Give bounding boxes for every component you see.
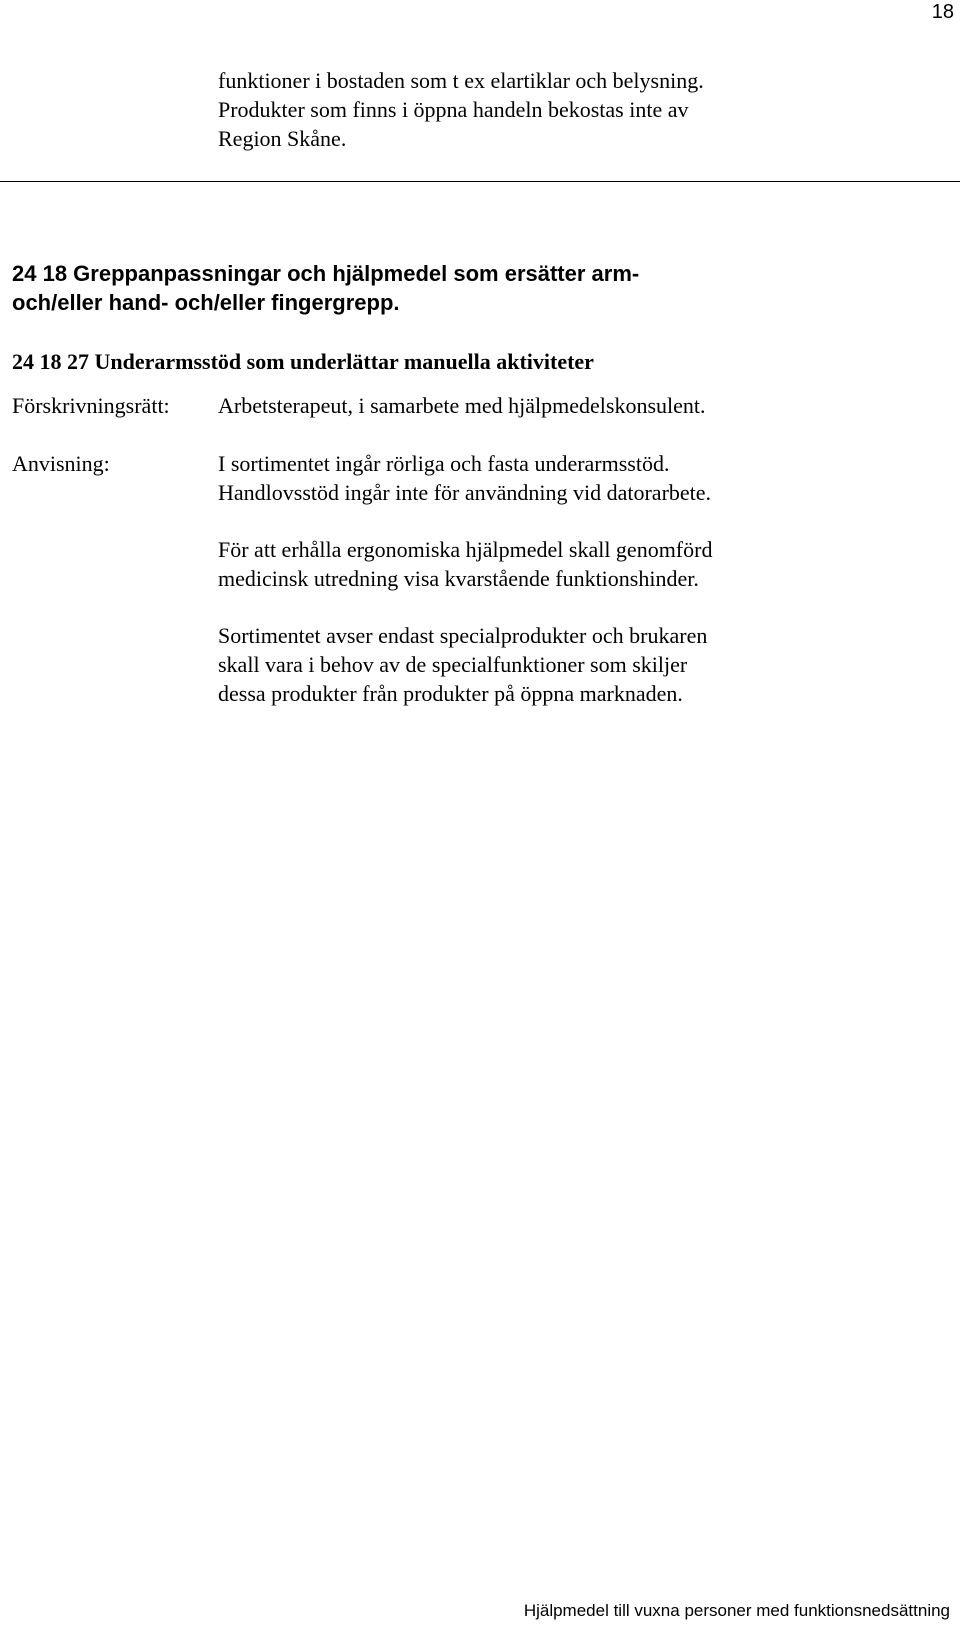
intro-line: funktioner i bostaden som t ex elartiklar och belysning. bbox=[218, 68, 704, 93]
prescription-label: Förskrivningsrätt: bbox=[12, 393, 170, 418]
section-heading-line: 24 18 Greppanpassningar och hjälpmedel som ersätter arm- bbox=[12, 261, 640, 286]
intro-line: Produkter som finns i öppna handeln bekostas inte av bbox=[218, 97, 689, 122]
prescription-value bbox=[218, 391, 938, 420]
guidance-line: dessa produkter från produkter på öppna marknaden. bbox=[218, 681, 683, 706]
guidance-line: skall vara i behov av de specialfunktioner som skiljer bbox=[218, 652, 688, 677]
page-number: 18 bbox=[931, 1, 954, 23]
page-footer: Hjälpmedel till vuxna personer med funktionsnedsättning bbox=[523, 1601, 950, 1620]
subsection-code: 24 18 27 bbox=[12, 349, 89, 374]
guidance-line: Sortimentet avser endast specialprodukter och brukaren bbox=[218, 623, 708, 648]
guidance-paragraph-3 bbox=[218, 621, 938, 708]
guidance-line: I sortimentet ingår rörliga och fasta underarmsstöd. bbox=[218, 451, 670, 476]
guidance-paragraph-1 bbox=[218, 449, 938, 507]
section-heading bbox=[12, 259, 772, 317]
prescription-value-text: Arbetsterapeut, i samarbete med hjälpmedelskonsulent. bbox=[218, 393, 706, 418]
guidance-label: Anvisning: bbox=[12, 451, 110, 476]
intro-paragraph bbox=[218, 66, 918, 153]
guidance-line: medicinsk utredning visa kvarstående funktionshinder. bbox=[218, 566, 699, 591]
section-heading-line: och/eller hand- och/eller fingergrepp. bbox=[12, 290, 400, 315]
guidance-line: För att erhålla ergonomiska hjälpmedel skall genomförd bbox=[218, 537, 713, 562]
subsection-title: Underarmsstöd som underlättar manuella aktiviteter bbox=[94, 349, 594, 374]
horizontal-divider bbox=[0, 181, 960, 182]
guidance-paragraph-2 bbox=[218, 535, 938, 593]
guidance-line: Handlovsstöd ingår inte för användning vid datorarbete. bbox=[218, 480, 712, 505]
subsection-heading bbox=[12, 347, 912, 376]
intro-line: Region Skåne. bbox=[218, 126, 347, 151]
